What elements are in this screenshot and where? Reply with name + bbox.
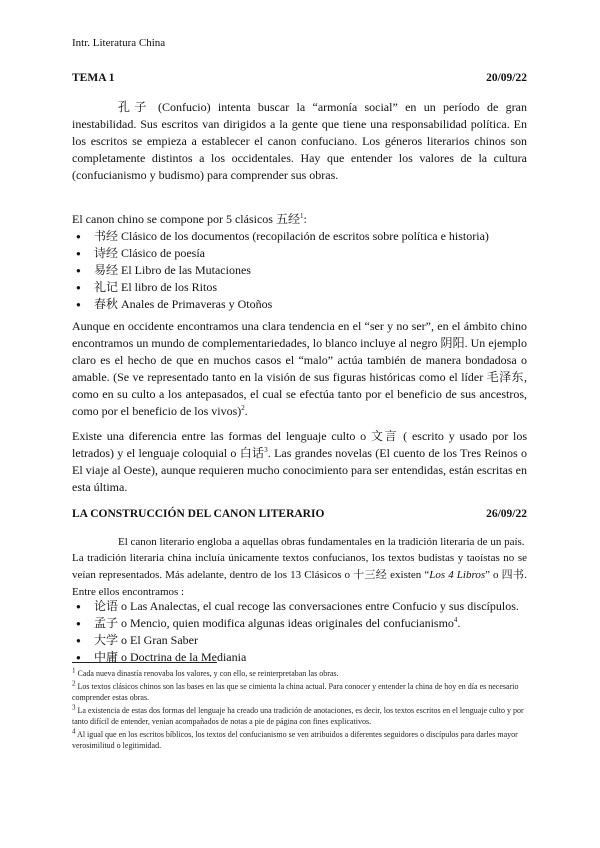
book-text: 孟子 o Mencio, quien modifica algunas ideas originales del confucianismo — [94, 616, 454, 630]
footnote-divider — [72, 662, 217, 663]
footnote — [72, 668, 527, 679]
footnote-text: Cada nueva dinastía renovaba los valores, y con ello, se reinterpretaban las obras. — [75, 669, 339, 678]
footnote — [72, 705, 527, 727]
language-end: . Las grandes novelas (El cuento de los Tres Reinos o El viaje al Oeste), aunque requieren mucho conocimiento para ser entendidas, están escritas en esta última. — [72, 446, 527, 494]
list-item: ● 礼记 El libro de los Ritos — [72, 279, 527, 296]
classics-list — [72, 228, 527, 313]
yinyang-end: . — [244, 404, 248, 418]
list-item: ● 诗经 Clásico de poesía — [72, 245, 527, 262]
footnote-ref-4[interactable]: 4 — [453, 616, 458, 624]
footnote-ref-3[interactable]: 3 — [264, 446, 268, 454]
section-date: 26/09/22 — [486, 508, 527, 520]
yinyang-text: Aunque en occidente encontramos una clara tendencia en el “ser y no ser”, en el ámbito chino encontramos un mundo de complementariedades, lo blanco incluye al negro 阴阳. Un ejemplo claro es el hecho de que en muchos casos el “malo” actúa también de manera bondadosa o amable. (Se ve representado tanto en la visión de sus figuras históricas como el líder 毛泽东, como en su culto a los antepasados, el cual se efectúa tanto por el beneficio de sus ancestros, como por el beneficio de los vivos) — [72, 319, 527, 418]
tema-heading-row — [72, 72, 527, 84]
page-header: Intr. Literatura China — [72, 37, 166, 49]
footnote-ref-1[interactable]: 1 — [299, 212, 304, 220]
list-item — [72, 598, 527, 615]
book-end: . — [457, 616, 461, 630]
canon-definition: El canon literario engloba a aquellas obras fundamentales en la tradición literaria de un país. — [118, 536, 525, 548]
language-text: Existe una diferencia entre las formas del lenguaje culto o 文言 ( escrito y usado por los letrados) y el lenguaje coloquial o 白话 — [72, 429, 527, 460]
language-paragraph — [72, 428, 527, 496]
footnote-number: 3 — [72, 703, 76, 712]
book-text: 中庸 o Doctrina de la Mediania — [94, 650, 247, 664]
footnote-number: 1 — [72, 666, 76, 675]
section-heading-row — [72, 508, 527, 520]
footnote-text: La existencia de estas dos formas del lenguaje ha creado una tradición de anotaciones, es decir, los textos escritos en el lenguaje culto y por tanto difícil de entender, venían acompañados de notas a pie de página con fines explicativos. — [72, 706, 524, 726]
footnote — [72, 681, 527, 703]
footnote — [72, 729, 527, 751]
list-item — [72, 615, 527, 632]
canon-tradition-paragraph — [72, 550, 527, 601]
list-item — [72, 649, 527, 666]
tema-date: 20/09/22 — [486, 72, 527, 84]
section-title: LA CONSTRUCCIÓN DEL CANON LITERARIO — [72, 508, 325, 520]
four-books-list — [72, 598, 527, 666]
yinyang-paragraph — [72, 318, 527, 420]
book-text: 论语 o Las Analectas, el cual recoge las conversaciones entre Confucio y sus discípulos. — [94, 599, 519, 613]
canon-tradition-end: ” o 四书. Entre ellos encontramos : — [72, 569, 528, 598]
intro-paragraph: 孔子 (Confucio) intenta buscar la “armonía social” en un período de gran inestabilidad. Sus escritos van dirigidos a la gente que tiene una responsabilidad política. En los escritos se empieza a establecer el canon confuciano. Los géneros literarios chinos son completamente distintos a los occidentales. Hay que entender los valores de la cultura (confucianismo y budismo) para comprender sus obras. — [72, 100, 527, 182]
list-item: ● 易经 El Libro de las Mutaciones — [72, 262, 527, 279]
canon-intro-end: : — [303, 212, 307, 226]
footnote-number: 4 — [72, 727, 76, 736]
footnote-number: 2 — [72, 679, 76, 688]
four-books-title: Los 4 Libros — [429, 569, 486, 581]
tema-title: TEMA 1 — [72, 72, 115, 84]
canon-intro-text: El canon chino se compone por 5 clásicos 五经 — [72, 212, 300, 226]
canon-intro — [72, 211, 527, 228]
list-item: ● 春秋 Anales de Primaveras y Otoños — [72, 296, 527, 313]
book-text: 大学 o El Gran Saber — [94, 633, 198, 647]
footnote-ref-2[interactable]: 2 — [241, 404, 245, 412]
canon-tradition-text: La tradición literaria china incluía únicamente textos confucianos, los textos budistas y taoístas no se veían representados. Más adelante, dentro de los 13 Clásicos o 十三经 existen “ — [72, 552, 527, 581]
list-item: ● 书经 Clásico de los documentos (recopilación de escritos sobre política e historia) — [72, 228, 527, 245]
footnote-text: Los textos clásicos chinos son las bases en las que se cimienta la china actual. Para conocer y entender la china de hoy en día es necesario comprender estas obras. — [72, 682, 519, 702]
list-item — [72, 632, 527, 649]
footnote-text: Al igual que en los escritos bíblicos, los textos del confucianismo se ven atribuidos a diferentes seguidores o discípulos para darles mayor verosimilitud o legitimidad. — [72, 730, 518, 750]
